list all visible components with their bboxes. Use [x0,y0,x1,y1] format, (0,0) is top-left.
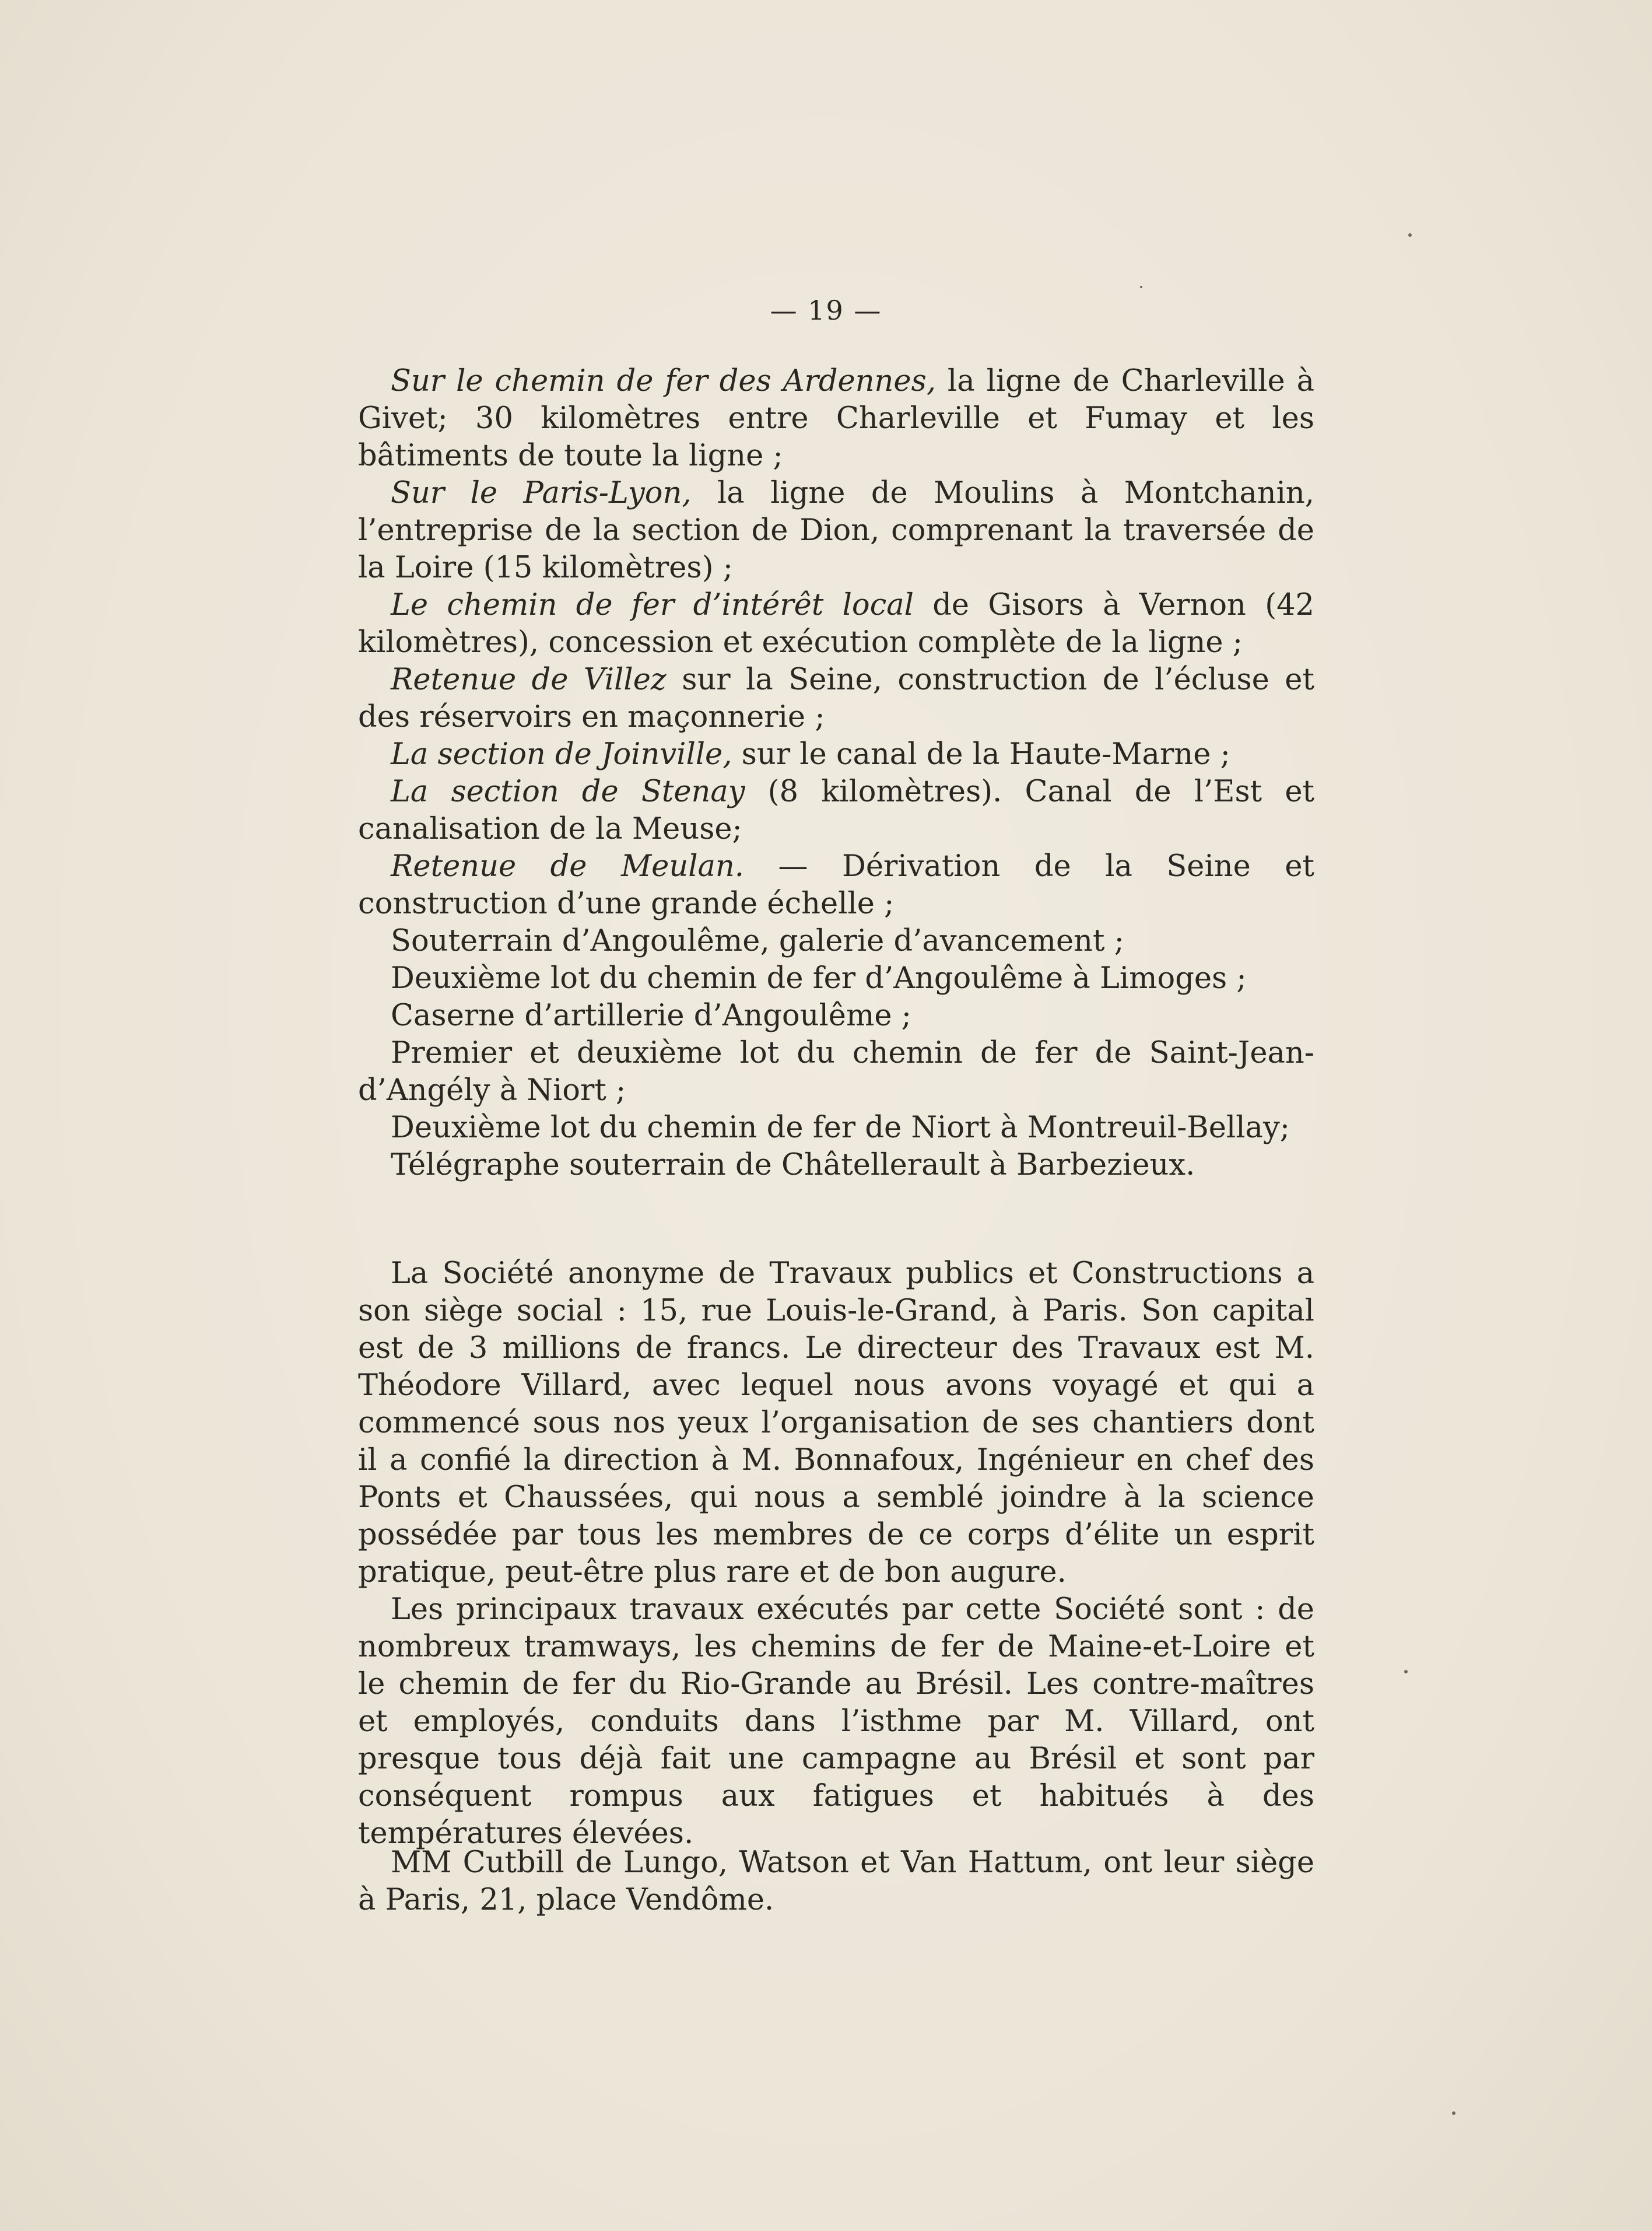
works-item-title: Sur le Paris-Lyon, [391,476,692,510]
works-item-text: — Dérivation de la Seine et construction d’une grande échelle ; [358,849,1314,921]
works-item [358,848,1314,923]
works-item [358,736,1314,773]
works-item-text: Deuxième lot du chemin de fer de Niort à Montreuil-Bellay; [391,1111,1290,1145]
works-item-title: Sur le chemin de fer des Ardennes, [391,364,936,398]
final-section [358,1844,1314,1919]
society-paragraph: La Société anonyme de Travaux publics et Constructions a son siège social : 15, rue Louis-le-Grand, à Paris. Son capital est de 3 millions de francs. Le directeur des Travaux est M. Théodore Villard, avec lequel nous avons voyagé et qui a commencé sous nos yeux l’organisation de ses chantiers dont il a confié la direction à M. Bonnafoux, Ingénieur en chef des Ponts et Chaussées, qui nous a semblé joindre à la science possédée par tous les membres de ce corps d’élite un esprit pratique, peut-être plus rare et de bon augure. [358,1256,1314,1589]
paper-speck [1452,2111,1455,2115]
works-item [358,475,1314,587]
works-item-text: la ligne de Moulins à Montchanin, l’entreprise de la section de Dion, comprenant la traversée de la Loire (15 kilomètres) ; [358,476,1314,585]
works-item-title: Retenue de Villez [391,663,667,697]
works-item-text: Deuxième lot du chemin de fer d’Angoulême à Limoges ; [391,961,1247,996]
works-item-text: Télégraphe souterrain de Châtellerault à Barbezieux. [391,1148,1195,1182]
works-item-title: La section de Joinville, [391,737,732,772]
society-paragraph: Les principaux travaux exécutés par cette Société sont : de nombreux tramways, les chemins de fer de Maine-et-Loire et le chemin de fer du Rio-Grande au Brésil. Les contre-maîtres et employés, conduits dans l’isthme par M. Villard, ont presque tous déjà fait une campagne au Brésil et sont par conséquent rompus aux fatigues et habitués à des températures élevées. [358,1592,1314,1851]
works-item-text: sur le canal de la Haute-Marne ; [732,737,1230,772]
works-item [358,661,1314,736]
works-item-title: La section de Stenay [391,775,745,809]
works-item-title: Retenue de Meulan. [391,849,744,884]
works-item-title: Le chemin de fer d’intérêt local [391,588,914,622]
works-item [358,1109,1314,1147]
paper-speck [1140,286,1142,288]
works-item-text: de Gisors à Vernon (42 kilomètres), concession et exécution complète de la ligne ; [358,588,1314,660]
society-section [358,1255,1314,1852]
works-item-text: la ligne de Charleville à Givet; 30 kilomètres entre Charleville et Fumay et les bâtiments de toute la ligne ; [358,364,1314,473]
works-item [358,363,1314,475]
paper-speck [1408,233,1412,237]
works-item [358,587,1314,661]
works-item-text: sur la Seine, construction de l’écluse et des réservoirs en maçonnerie ; [358,663,1314,734]
works-item [358,923,1314,960]
works-item [358,1147,1314,1184]
works-item-text: (8 kilomètres). Canal de l’Est et canalisation de la Meuse; [358,775,1314,846]
page-number: — 19 — [770,295,882,326]
works-list [358,363,1314,1184]
final-paragraph: MM Cutbill de Lungo, Watson et Van Hattum, ont leur siège à Paris, 21, place Vendôme. [358,1845,1314,1917]
paper-speck [1404,1670,1408,1673]
works-item-text: Premier et deuxième lot du chemin de fer de Saint-Jean-d’Angély à Niort ; [358,1036,1314,1108]
works-item-text: Souterrain d’Angoulême, galerie d’avancement ; [391,924,1124,958]
works-item-text: Caserne d’artillerie d’Angoulême ; [391,999,911,1033]
works-item [358,960,1314,997]
works-item [358,997,1314,1035]
works-item [358,773,1314,848]
works-item [358,1035,1314,1109]
